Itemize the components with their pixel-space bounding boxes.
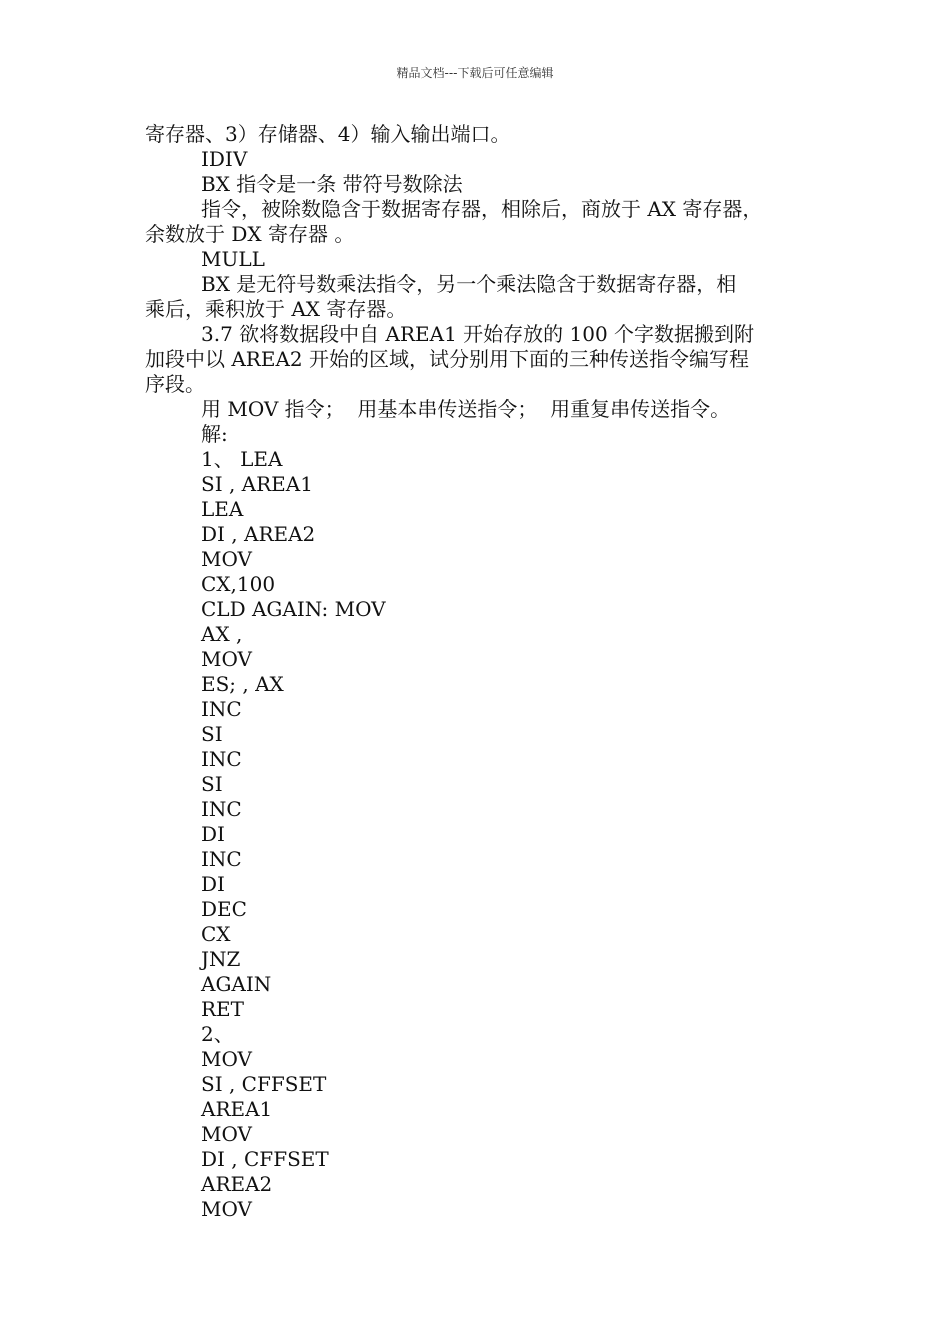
text-line: 寄存器、3）存储器、4）输入输出端口。 xyxy=(145,122,511,146)
page-header: 精品文档---下载后可任意编辑 xyxy=(396,66,554,80)
text-line: AREA2 xyxy=(201,1172,273,1196)
text-line: DEC xyxy=(201,897,247,921)
text-line: AREA1 xyxy=(201,1097,273,1121)
text-line: 3.7 欲将数据段中自 AREA1 开始存放的 100 个字数据搬到附 xyxy=(201,322,755,346)
text-line: INC xyxy=(201,747,242,771)
text-line: ES; , AX xyxy=(201,672,284,696)
text-line: DI , AREA2 xyxy=(201,522,316,546)
text-line: CX,100 xyxy=(201,572,276,596)
text-line: RET xyxy=(201,997,244,1021)
text-line: INC xyxy=(201,847,242,871)
text-line: SI xyxy=(201,722,223,746)
text-line: 序段。 xyxy=(145,372,205,396)
text-line: 解: xyxy=(201,422,228,446)
text-line: SI xyxy=(201,772,223,796)
text-line: LEA xyxy=(201,497,244,521)
text-line: 1、 LEA xyxy=(201,447,283,471)
text-line: 加段中以 AREA2 开始的区域，试分别用下面的三种传送指令编写程 xyxy=(145,347,749,371)
text-line: DI xyxy=(201,872,225,896)
text-line: IDIV xyxy=(201,147,248,171)
text-line: MOV xyxy=(201,547,252,571)
text-line: AGAIN xyxy=(201,972,272,996)
text-line: AX , xyxy=(201,622,243,646)
text-line: MOV xyxy=(201,1122,252,1146)
text-line: MOV xyxy=(201,1197,252,1221)
text-line: CX xyxy=(201,922,231,946)
text-line: SI , AREA1 xyxy=(201,472,313,496)
text-line: BX 指令是一条 带符号数除法 xyxy=(201,172,463,196)
text-line: CLD AGAIN: MOV xyxy=(201,597,386,621)
text-line: INC xyxy=(201,697,242,721)
text-line: JNZ xyxy=(201,947,241,971)
text-line: 用 MOV 指令； 用基本串传送指令； 用重复串传送指令。 xyxy=(201,397,731,421)
text-line: DI , CFFSET xyxy=(201,1147,329,1171)
document-body xyxy=(145,122,815,1222)
text-line: 余数放于 DX 寄存器 。 xyxy=(145,222,355,246)
text-line: 乘后，乘积放于 AX 寄存器。 xyxy=(145,297,407,321)
text-line: INC xyxy=(201,797,242,821)
text-line: SI , CFFSET xyxy=(201,1072,327,1096)
text-line: MOV xyxy=(201,647,252,671)
text-line: BX 是无符号数乘法指令，另一个乘法隐含于数据寄存器，相 xyxy=(201,272,737,296)
text-line: 指令，被除数隐含于数据寄存器，相除后，商放于 AX 寄存器， xyxy=(201,197,763,221)
text-line: 2、 xyxy=(201,1022,234,1046)
text-line: MOV xyxy=(201,1047,252,1071)
text-line: DI xyxy=(201,822,225,846)
text-line: MULL xyxy=(201,247,265,271)
